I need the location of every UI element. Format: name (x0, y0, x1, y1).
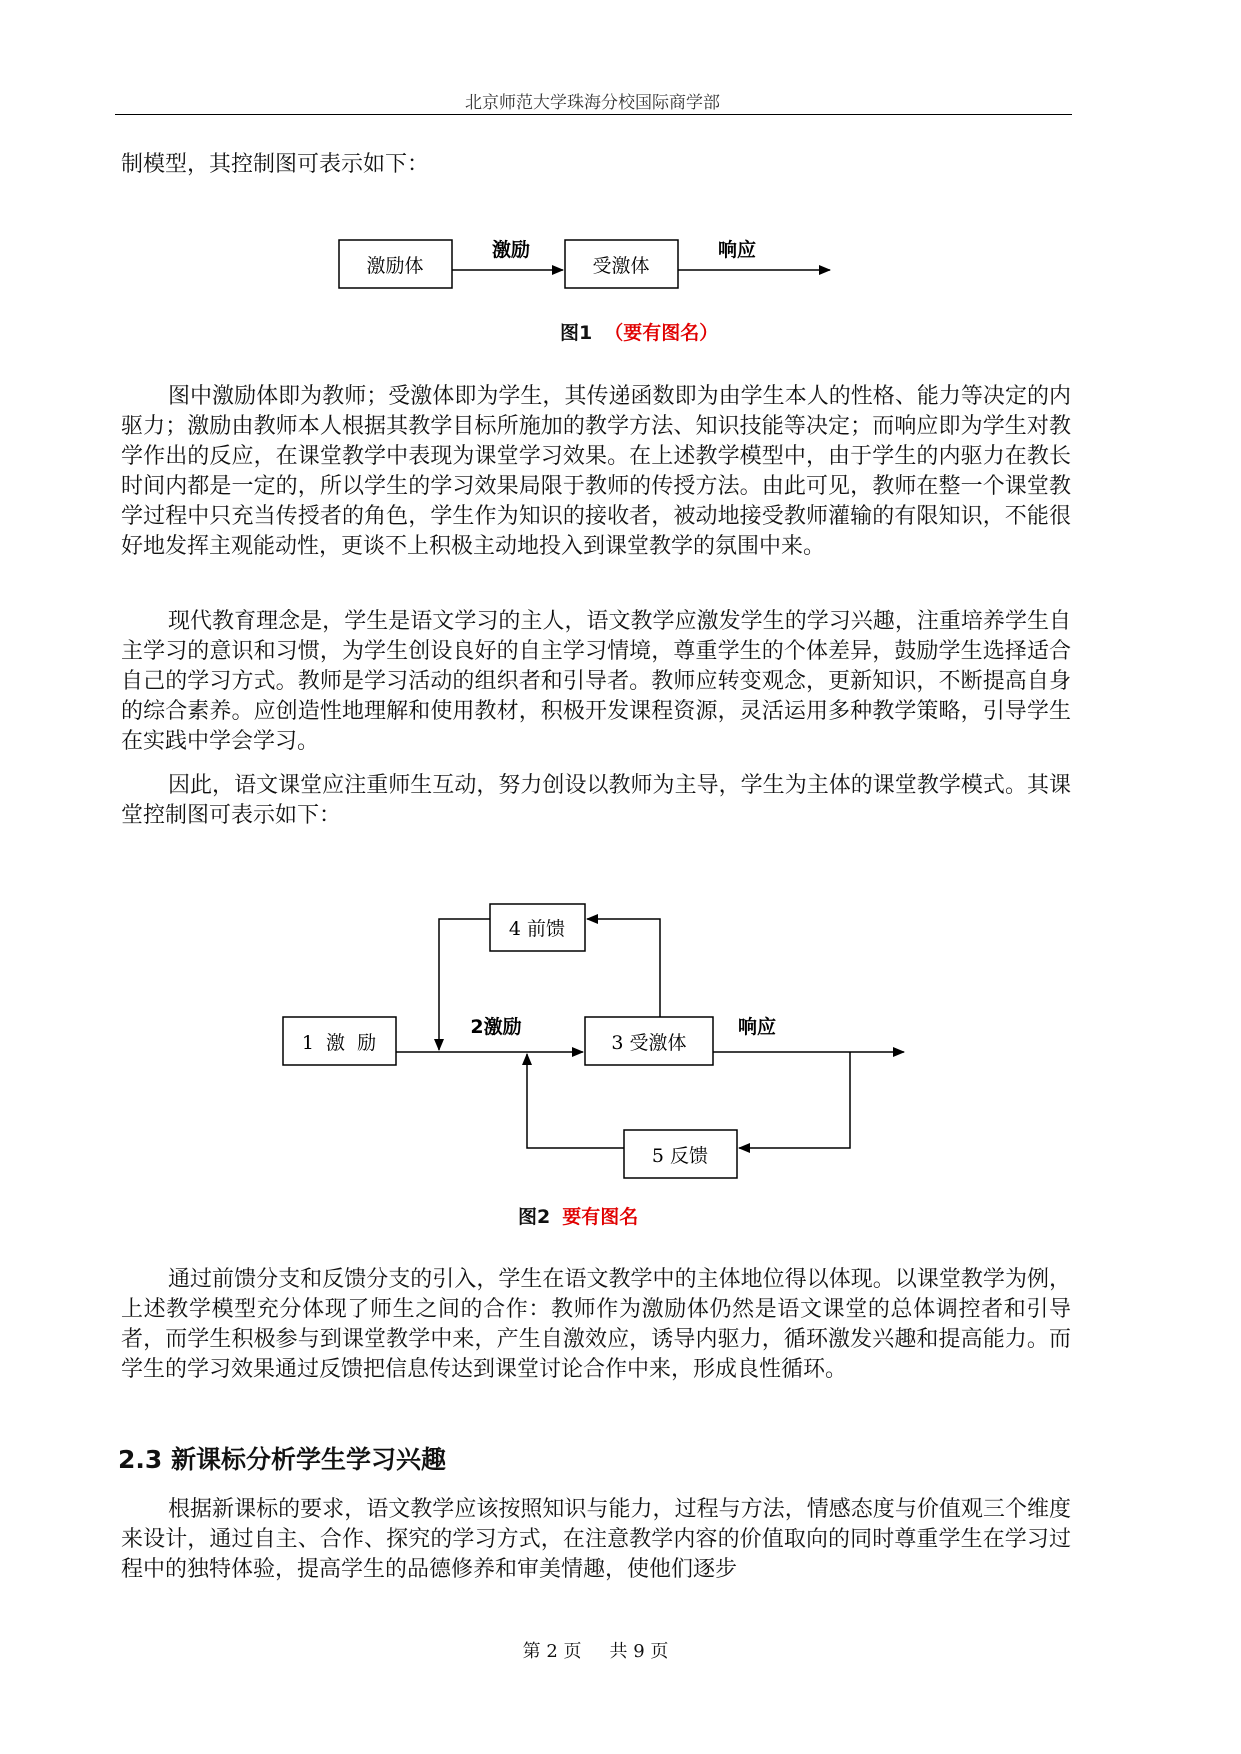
fig2-box-3-label: 3 受激体 (611, 1032, 687, 1054)
paragraph-3: 因此，语文课堂应注重师生互动，努力创设以教师为主导，学生为主体的课堂教学模式。其课堂控制图可表示如下： (121, 773, 1071, 828)
fig2-box-5 (624, 1130, 737, 1178)
section-heading: 2.3 新课标分析学生学习兴趣 (118, 1445, 446, 1474)
fig2-feedback-in (739, 1052, 850, 1148)
fig1-box-stimulator-label: 激励体 (366, 255, 424, 277)
figure-2-number: 图2 (518, 1206, 551, 1228)
page-header: 北京师范大学珠海分校国际商学部 (465, 93, 720, 113)
paragraph-2: 现代教育理念是，学生是语文学习的主人，语文教学应激发学生的学习兴趣，注重培养学生自主学习的意识和习惯，为学生创设良好的自主学习情境，尊重学生的个体差异，鼓励学生选择适合自己的学习方式。教师是学习活动的组织者和引导者。教师应转变观念，更新知识，不断提高自身的综合素养。应创造性地理解和使用教材，积极开发课程资源，灵活运用多种教学策略，引导学生在实践中学会学习。 (121, 609, 1071, 754)
figure-1-caption (560, 318, 718, 345)
footer-page-number: 第 2 页 (522, 1641, 582, 1662)
paragraph-4: 通过前馈分支和反馈分支的引入，学生在语文教学中的主体地位得以体现。以课堂教学为例，上述教学模型充分体现了师生之间的合作：教师作为激励体仍然是语文课堂的总体调控者和引导者，而学生积极参与到课堂教学中来，产生自激效应，诱导内驱力，循环激发兴趣和提高能力。而学生的学习效果通过反馈把信息传达到课堂讨论合作中来，形成良性循环。 (121, 1267, 1071, 1382)
fig1-box-stimulator (339, 240, 452, 288)
fig2-feedforward-in (587, 919, 660, 1017)
figure-2-note: 要有图名 (562, 1206, 639, 1228)
fig2-feedback-out (527, 1054, 624, 1148)
fig2-feedforward-out (439, 919, 490, 1050)
fig1-label-stimulus: 激励 (491, 239, 531, 261)
fig2-box-4 (490, 904, 585, 951)
fig2-box-4-label: 4 前馈 (508, 918, 566, 940)
fig1-label-response: 响应 (717, 239, 757, 261)
intro-text: 制模型，其控制图可表示如下： (121, 152, 430, 177)
figure-2-caption (518, 1202, 638, 1229)
fig1-box-stimulated-label: 受激体 (592, 255, 650, 277)
page-footer (0, 1637, 1191, 1663)
header-rule (115, 114, 1072, 115)
fig2-label-stimulus: 2激励 (470, 1016, 522, 1038)
fig2-box-3 (585, 1017, 713, 1065)
fig2-box-1 (283, 1017, 396, 1065)
fig1-box-stimulated (565, 240, 678, 288)
footer-total-pages: 共 9 页 (609, 1641, 669, 1662)
fig2-box-5-label: 5 反馈 (651, 1145, 709, 1167)
fig2-box-1-label: 1 激 励 (301, 1032, 377, 1054)
figure-1-note: （要有图名） (604, 322, 719, 344)
paragraph-5: 根据新课标的要求，语文教学应该按照知识与能力，过程与方法，情感态度与价值观三个维度来设计，通过自主、合作、探究的学习方式，在注意教学内容的价值取向的同时尊重学生在学习过程中的独特体验，提高学生的品德修养和审美情趣，使他们逐步 (121, 1497, 1071, 1582)
paragraph-1: 图中激励体即为教师；受激体即为学生，其传递函数即为由学生本人的性格、能力等决定的内驱力；激励由教师本人根据其教学目标所施加的教学方法、知识技能等决定；而响应即为学生对教学作出的反应，在课堂教学中表现为课堂学习效果。在上述教学模型中，由于学生的内驱力在教长时间内都是一定的，所以学生的学习效果局限于教师的传授方法。由此可见，教师在整一个课堂教学过程中只充当传授者的角色，学生作为知识的接收者，被动地接受教师灌输的有限知识，不能很好地发挥主观能动性，更谈不上积极主动地投入到课堂教学的氛围中来。 (121, 384, 1071, 559)
figure-1-number: 图1 (560, 322, 593, 344)
fig2-label-response: 响应 (737, 1016, 777, 1038)
